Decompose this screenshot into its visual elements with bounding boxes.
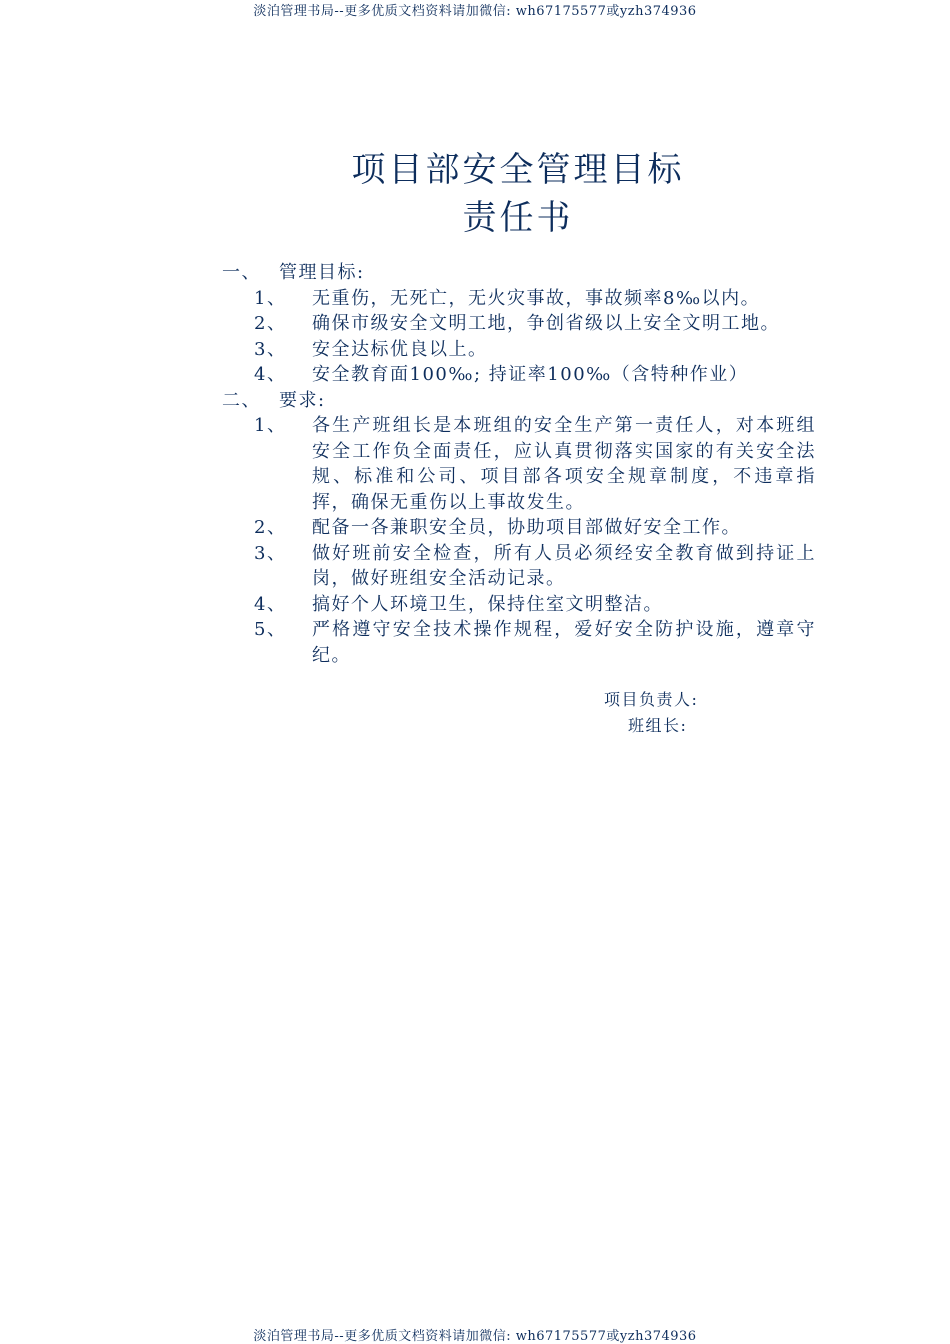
item-text: 做好班前安全检查，所有人员必须经安全教育做到持证上岗，做好班组安全活动记录。 [312,542,816,589]
list-item [222,413,822,515]
item-number: 2、 [254,313,287,334]
section-title: 管理目标: [279,262,365,283]
team-lead-signature-label: 班组长: [628,716,688,735]
item-number: 3、 [254,338,287,360]
document-title-line2: 责任书 [462,198,574,238]
section-heading [222,260,822,286]
document-title: 项目部安全管理目标 [351,150,685,190]
document-body [222,260,822,668]
section-heading [222,388,822,414]
list-item [222,286,822,312]
item-number: 1、 [254,415,287,436]
item-number: 3、 [254,542,287,564]
item-number: 4、 [254,364,287,385]
project-lead-signature-label: 项目负责人: [604,690,699,709]
section-number: 一、 [222,262,261,283]
item-number: 4、 [254,593,287,615]
section-number: 二、 [222,389,261,411]
list-item [222,592,822,618]
item-text: 各生产班组长是本班组的安全生产第一责任人，对本班组安全工作负全面责任，应认真贯彻落实国家的有关安全法规、标准和公司、项目部各项安全规章制度，不违章指挥，确保无重伤以上事故发生。 [312,415,816,513]
list-item [222,617,822,668]
list-item [222,337,822,363]
item-text: 安全教育面100‰; 持证率100‰（含特种作业） [312,364,749,385]
header-watermark-note: 淡泊管理书局--更多优质文档资料请加微信: wh67175577或yzh374936 [253,4,697,19]
item-text: 确保市级安全文明工地，争创省级以上安全文明工地。 [312,313,780,334]
item-text: 安全达标优良以上。 [312,338,488,360]
item-number: 2、 [254,517,287,538]
item-text: 配备一各兼职安全员，协助项目部做好安全工作。 [312,517,741,538]
item-number: 1、 [254,287,287,309]
footer-watermark-note: 淡泊管理书局--更多优质文档资料请加微信: wh67175577或yzh374936 [253,1329,697,1344]
list-item [222,515,822,541]
item-text: 严格遵守安全技术操作规程，爱好安全防护设施，遵章守纪。 [312,619,816,666]
list-item [222,311,822,337]
item-number: 5、 [254,619,287,640]
item-text: 无重伤，无死亡，无火灾事故，事故频率8‰以内。 [312,287,761,309]
section-title: 要求: [279,389,326,411]
list-item [222,362,822,388]
item-text: 搞好个人环境卫生，保持住室文明整洁。 [312,593,663,615]
list-item [222,541,822,592]
